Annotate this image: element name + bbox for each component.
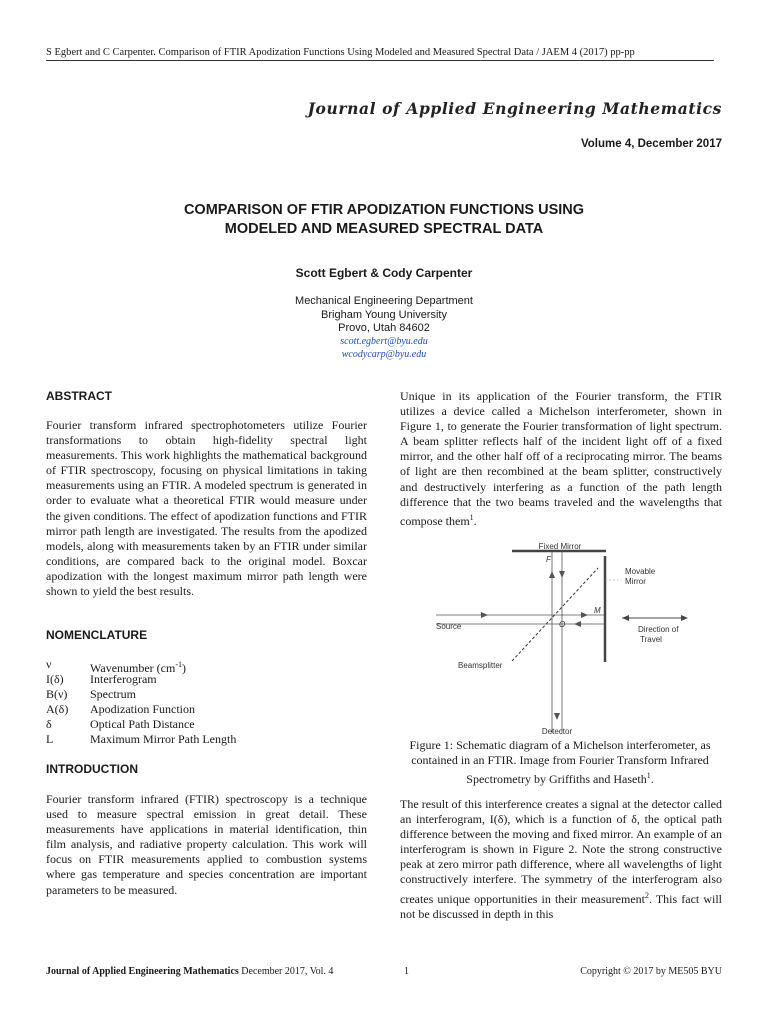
arrow-left-return xyxy=(574,621,581,627)
nom-symbol: ν xyxy=(46,657,52,671)
label-f: F xyxy=(546,555,551,564)
email-link-2[interactable]: wcodycarp@byu.edu xyxy=(341,349,427,360)
nom-symbol: B(ν) xyxy=(46,687,68,701)
page-number: 1 xyxy=(404,966,409,977)
paper-title xyxy=(60,201,708,239)
volume-label: Volume 4, December 2017 xyxy=(580,138,722,150)
movable-mirror-label-2: Mirror xyxy=(625,577,646,586)
introduction-text: Fourier transform infrared (FTIR) spectroscopy is a technique used to measure spectral emission in great detail. These measurements have applications in material identification, thin film analysis, and radiative property calculation. This work will focus on FTIR measurements applied to combustion systems where gas temperature and species concentration are important parameters to be measured. xyxy=(46,792,367,897)
nom-definition: Apodization Function xyxy=(90,702,195,716)
university: Brigham Young University xyxy=(321,308,447,321)
department: Mechanical Engineering Department xyxy=(295,295,473,307)
nom-symbol: L xyxy=(46,732,54,746)
label-o: O xyxy=(559,620,566,629)
intro-paragraph-1: Unique in its application of the Fourier transform, the FTIR utilizes a device called a Michelson interferometer, shown in Figure 1, to generate the Fourier transformation of light spectrum. A beam splitter reflects half of the incident light off of a fixed mirror, and the other half off of a reciprocating mirror. The beams of light are then recombined at the beam splitter, constructively and destructively interfering as a function of the path length difference that the two beams traveled and the wavelengths that compose them$^1$. xyxy=(400,389,722,528)
nom-definition: Interferogram xyxy=(90,672,157,686)
introduction-heading: INTRODUCTION xyxy=(46,762,138,776)
beamsplitter-label: Beamsplitter xyxy=(458,661,503,670)
direction-label-2: Travel xyxy=(640,635,662,644)
nom-symbol: δ xyxy=(46,717,52,731)
arrow-right-mirror xyxy=(581,612,588,618)
arrow-right-source xyxy=(481,612,488,618)
direction-arrowhead-right xyxy=(681,615,688,621)
label-m: M xyxy=(594,606,601,615)
footer-copyright: Copyright © 2017 by ME505 BYU xyxy=(580,966,722,977)
journal-name: Journal of Applied Engineering Mathematics xyxy=(307,99,722,118)
city: Provo, Utah 84602 xyxy=(338,322,430,334)
movable-mirror-label-1: Movable xyxy=(625,567,656,576)
footer-date: December 2017, Vol. 4 xyxy=(241,966,334,977)
footer-journal xyxy=(46,966,333,977)
fixed-mirror-label: Fixed Mirror xyxy=(538,542,582,551)
nomenclature-heading: NOMENCLATURE xyxy=(46,628,148,642)
running-head-text: S Egbert and C Carpenter. Comparison of FTIR Apodization Functions Using Modeled and Measured Spectral Data / JAEM 4 (2017) pp-pp xyxy=(46,47,635,58)
affiliation xyxy=(60,295,708,336)
abstract-text: Fourier transform infrared spectrophotometers utilize Fourier transformations to obtain high-fidelity spectral light measurements. This work highlights the mathematical background of FTIR spectroscopy, focusing on physical limitations in taking measurements using an FTIR. A modeled spectrum is generated in order to evaluate what a theoretical FTIR would measure under the given conditions. The effect of apodization functions and FTIR mirror path length are investigated. The results from the apodized models, along with measurements taken by an FTIR under similar conditions, are compared back to the original model. Boxcar apodization with the longest maximum mirror path length were shown to yield the best results. xyxy=(46,418,367,599)
running-head xyxy=(46,46,714,61)
figure-1-caption: Figure 1: Schematic diagram of a Michelson interferometer, as contained in an FTIR. Image from Fourier Transform Infrared Spectrometry by Griffiths and Haseth$^1$. xyxy=(409,738,711,787)
intro-paragraph-2: The result of this interference creates a signal at the detector called an interferogram, I(δ), which is a function of δ, the optical path difference between the moving and fixed mirror. An example of an interferogram is shown in Figure 2. Note the strong constructive peak at zero mirror path difference, where all wavelengths of light constructively interfere. The symmetry of the interferogram also creates unique opportunities in their measurement$^2$. This fact will not be discussed in depth in this xyxy=(400,797,722,921)
nom-definition: Spectrum xyxy=(90,687,136,701)
nom-definition: Maximum Mirror Path Length xyxy=(90,732,237,746)
nom-definition: Optical Path Distance xyxy=(90,717,195,731)
direction-label-1: Direction of xyxy=(638,625,679,634)
footer-journal-name: Journal of Applied Engineering Mathematics xyxy=(46,966,239,977)
arrow-down-detector xyxy=(554,713,560,720)
abstract-heading: ABSTRACT xyxy=(46,389,112,403)
arrow-down xyxy=(559,571,565,578)
arrow-up xyxy=(549,571,555,578)
title-line-1: COMPARISON OF FTIR APODIZATION FUNCTIONS USING xyxy=(183,202,585,218)
email-link-1[interactable]: scott.egbert@byu.edu xyxy=(340,336,428,347)
direction-arrowhead-left xyxy=(622,615,629,621)
michelson-interferometer-figure xyxy=(426,538,696,738)
nom-symbol: I(δ) xyxy=(46,672,64,686)
authors: Scott Egbert & Cody Carpenter xyxy=(295,266,473,280)
nom-definition: Wavenumber $(cm^{-1})$ xyxy=(90,660,187,675)
nom-symbol: A(δ) xyxy=(46,702,69,716)
title-line-2: MODELED AND MEASURED SPECTRAL DATA xyxy=(224,221,544,237)
source-label: Source xyxy=(436,622,462,631)
detector-label: Detector xyxy=(541,727,573,736)
